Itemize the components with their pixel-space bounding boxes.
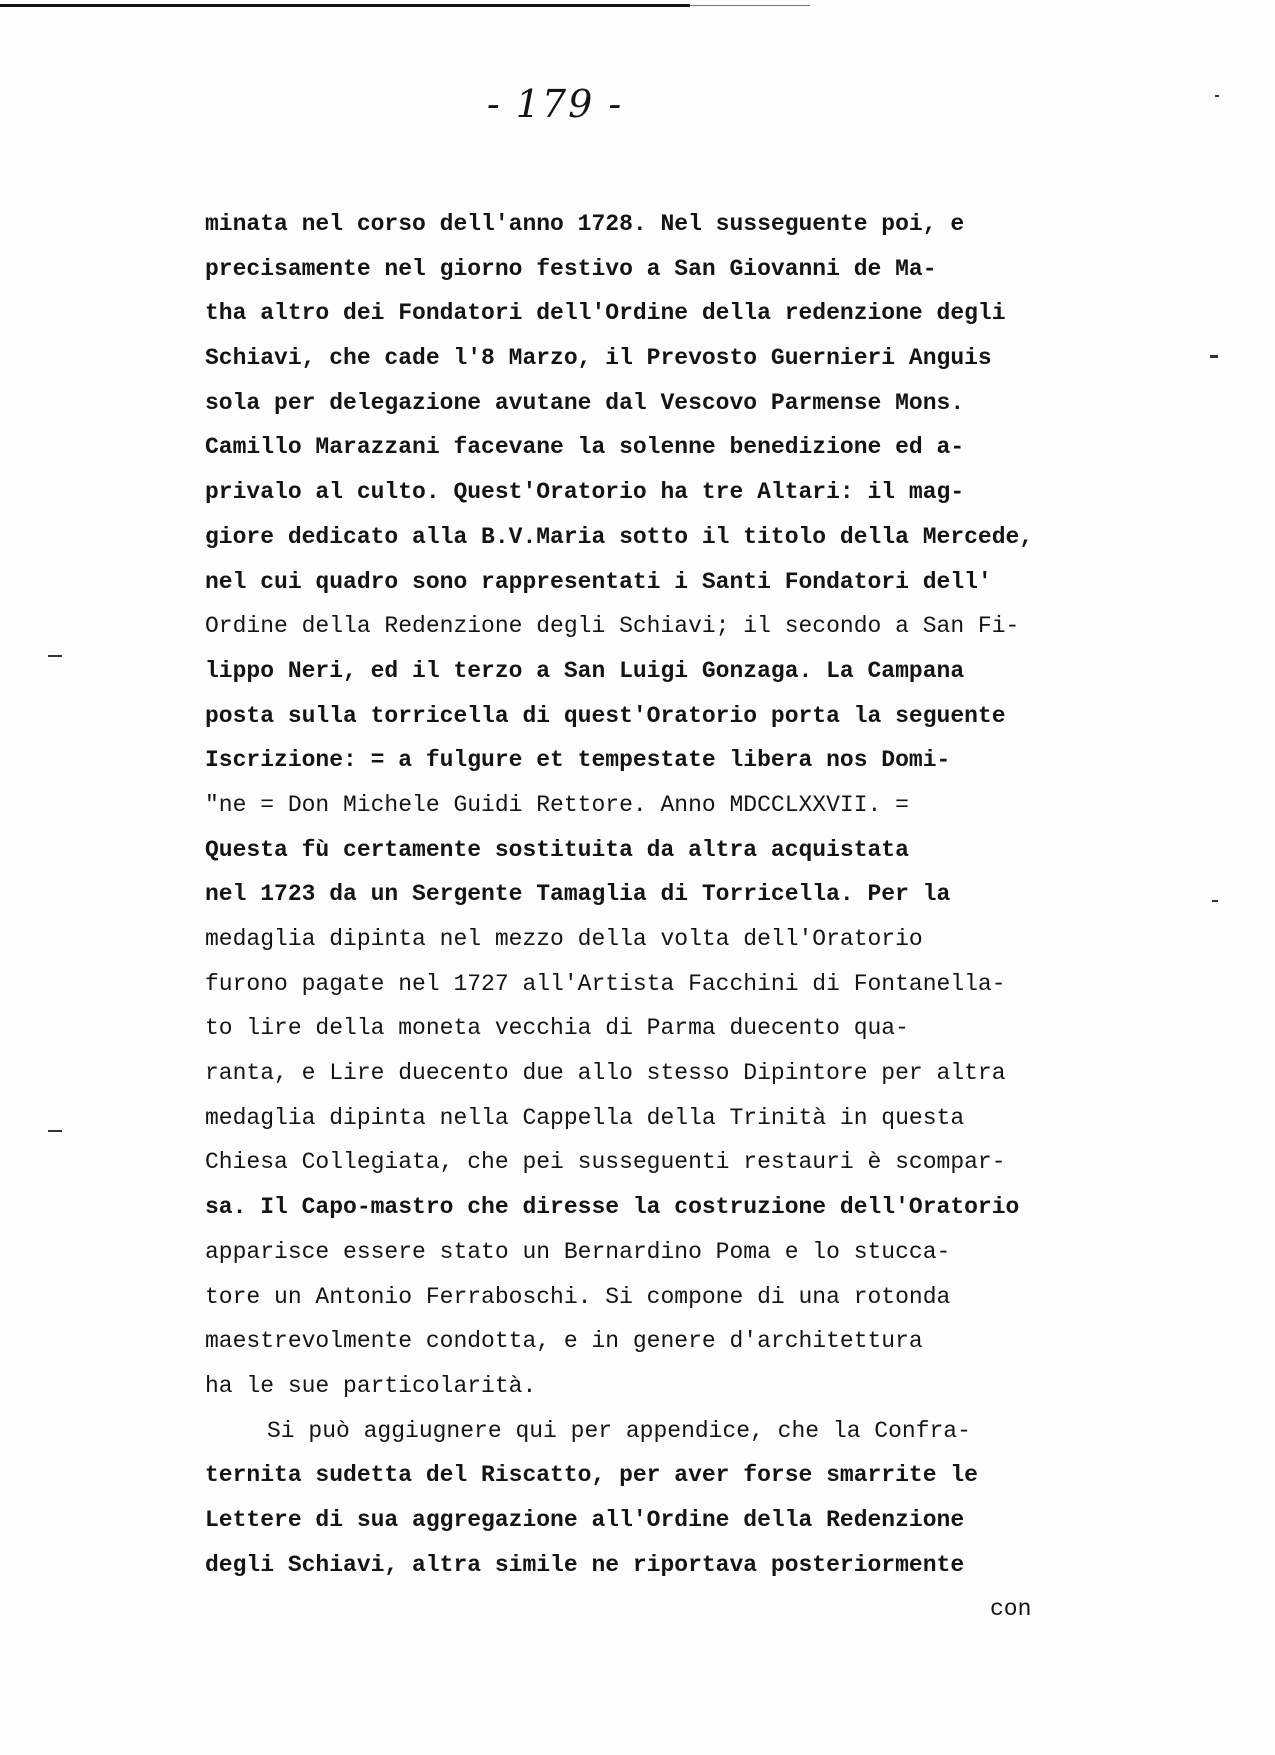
text-line: ranta, e Lire duecento due allo stesso Dipintore per altra xyxy=(205,1060,1006,1087)
scan-speck xyxy=(1210,355,1218,358)
page-number: - 179 - xyxy=(486,82,624,126)
text-line: degli Schiavi, altra simile ne riportava posteriormente xyxy=(205,1551,965,1578)
typescript-body xyxy=(205,202,1135,1632)
text-line: ha le sue particolarità. xyxy=(205,1372,537,1399)
text-line: giore dedicato alla B.V.Maria sotto il titolo della Mercede, xyxy=(205,523,1034,550)
text-line: furono pagate nel 1727 all'Artista Facchini di Fontanella- xyxy=(205,970,1006,997)
text-line: sa. Il Capo-mastro che diresse la costruzione dell'Oratorio xyxy=(205,1194,1020,1221)
text-line: lippo Neri, ed il terzo a San Luigi Gonzaga. La Campana xyxy=(205,657,965,684)
text-line: Si può aggiugnere qui per appendice, che la Confra- xyxy=(267,1417,971,1444)
text-line: nel cui quadro sono rappresentati i Santi Fondatori dell' xyxy=(205,568,992,595)
text-line: "ne = Don Michele Guidi Rettore. Anno MDCCLXXVII. = xyxy=(205,791,909,818)
text-line: Ordine della Redenzione degli Schiavi; il secondo a San Fi- xyxy=(205,613,1020,640)
text-line: Camillo Marazzani facevane la solenne benedizione ed a- xyxy=(205,434,965,461)
text-line: ternita sudetta del Riscatto, per aver forse smarrite le xyxy=(205,1462,978,1489)
scan-speck xyxy=(1212,900,1218,902)
text-line: medaglia dipinta nella Cappella della Trinità in questa xyxy=(205,1104,965,1131)
text-line: medaglia dipinta nel mezzo della volta dell'Oratorio xyxy=(205,926,923,952)
scan-speck xyxy=(1215,95,1219,97)
text-line: minata nel corso dell'anno 1728. Nel susseguente poi, e xyxy=(205,211,965,237)
top-edge-rule xyxy=(0,4,690,7)
text-line: Chiesa Collegiata, che pei susseguenti restauri è scompar- xyxy=(205,1149,1006,1176)
text-line: tore un Antonio Ferraboschi. Si compone di una rotonda xyxy=(205,1283,951,1310)
text-line: Iscrizione: = a fulgure et tempestate libera nos Domi- xyxy=(205,747,951,774)
text-line: apparisce essere stato un Bernardino Poma e lo stucca- xyxy=(205,1238,951,1265)
text-line: Questa fù certamente sostituita da altra acquistata xyxy=(205,836,909,863)
text-line: to lire della moneta vecchia di Parma duecento qua- xyxy=(205,1015,909,1042)
top-edge-rule-fade xyxy=(690,5,810,6)
text-line: privalo al culto. Quest'Oratorio ha tre Altari: il mag- xyxy=(205,479,965,506)
scan-speck xyxy=(48,1130,62,1132)
text-line: Schiavi, che cade l'8 Marzo, il Prevosto Guernieri Anguis xyxy=(205,345,992,372)
text-line: Lettere di sua aggregazione all'Ordine della Redenzione xyxy=(205,1506,965,1533)
scan-speck xyxy=(48,655,62,657)
text-line: con xyxy=(990,1596,1032,1623)
text-line: sola per delegazione avutane dal Vescovo Parmense Mons. xyxy=(205,389,965,416)
text-line: posta sulla torricella di quest'Oratorio porta la seguente xyxy=(205,702,1006,729)
text-line: nel 1723 da un Sergente Tamaglia di Torricella. Per la xyxy=(205,881,951,908)
text-line: tha altro dei Fondatori dell'Ordine della redenzione degli xyxy=(205,300,1006,327)
text-line: maestrevolmente condotta, e in genere d'architettura xyxy=(205,1328,923,1355)
text-line: precisamente nel giorno festivo a San Giovanni de Ma- xyxy=(205,255,937,282)
